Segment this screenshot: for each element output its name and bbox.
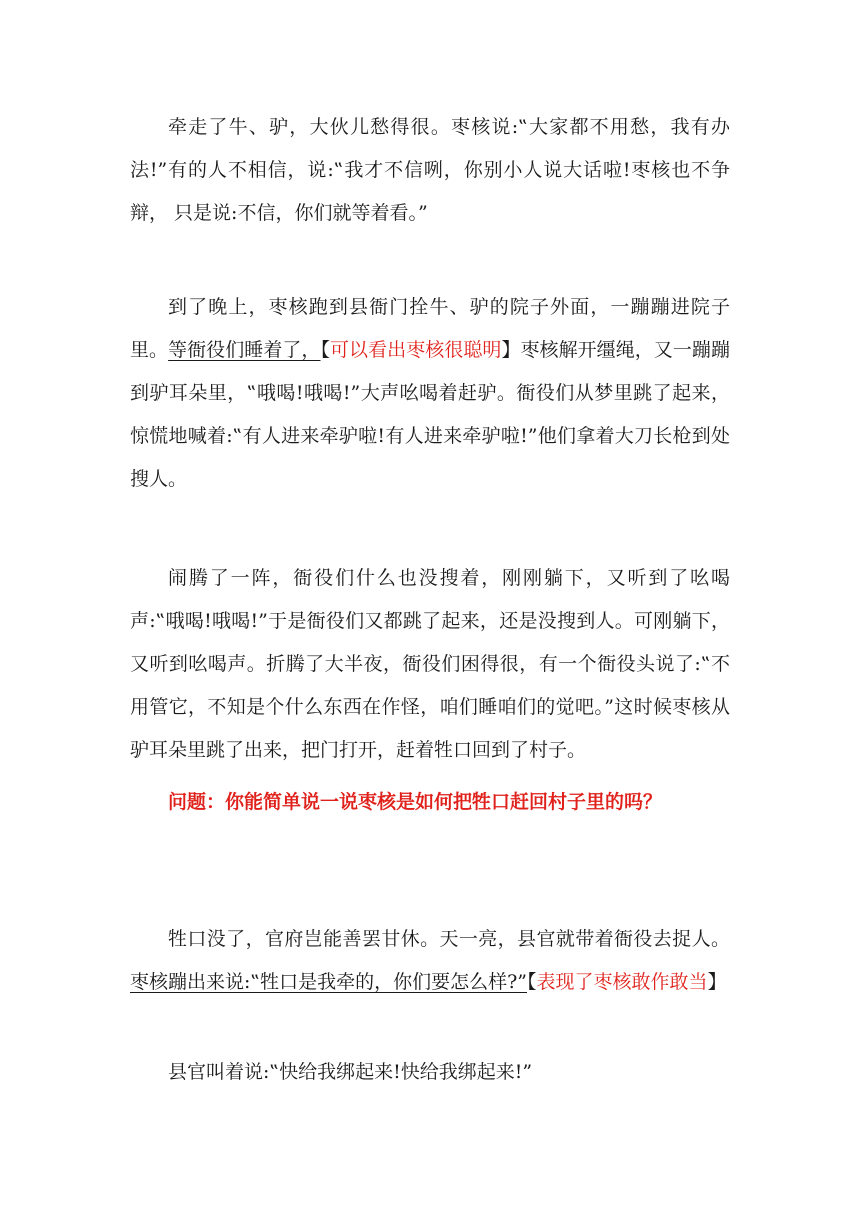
paragraph-3: 闹腾了一阵，衙役们什么也没搜着，刚刚躺下，又听到了吆喝声:‟哦喝!哦喝!”于是衙役们又都跳了起来，还是没搜到人。可刚躺下，又听到吆喝声。折腾了大半夜，衙役们困得很，有一个衙役头说了:‟不用管它，不知是个什么东西在作怪，咱们睡咱们的觉吧。”这时候枣核从驴耳朵里跳了出来，把门打开，赶着牲口回到了村子。 (130, 567, 730, 761)
paragraph-2-text-b: 枣核解开缰绳，又一蹦蹦到驴耳朵里，‟哦喝!哦喝!”大声吆喝着赶驴。衙役们从梦里跳了起来，惊慌地喊着:‟有人进来牵驴啦!有人进来牵驴啦!”他们拿着大刀长枪到处搜人。 (130, 339, 730, 490)
paragraph-4 (130, 918, 730, 1004)
paragraph-4-text-a: 牲口没了，官府岂能善罢甘休。天一亮，县官就带着衙役去捉人。 (168, 928, 730, 950)
paragraph-2 (130, 286, 730, 501)
underlined-phrase: 枣核蹦出来说:‟牲口是我牵的，你们要怎么样?” (130, 971, 528, 993)
paragraph-1: 牵走了牛、驴，大伙儿愁得很。枣核说:‟大家都不用愁，我有办法!”有的人不相信，说:‟我才不信咧，你别小人说大话啦!枣核也不争辩， 只是说:不信，你们就等着看。” (130, 116, 730, 224)
paragraph-2-text-a: 到了晚上，枣核跑到县衙门拴牛、驴的院子外面，一蹦蹦进院子里。 (130, 296, 730, 361)
annotation-bracket-open: 【 (320, 339, 331, 361)
annotation-note: 可以看出枣核很聪明 (330, 339, 502, 361)
annotation-note: 表现了枣核敢作敢当 (536, 971, 708, 993)
paragraph-5: 县官叫着说:‟快给我绑起来!快给我绑起来!” (168, 1061, 533, 1083)
question-heading: 问题：你能简单说一说枣核是如何把牲口赶回村子里的吗？ (168, 791, 663, 813)
annotation-bracket-open: 【 (527, 971, 537, 993)
annotation-bracket-close: 】 (501, 339, 521, 361)
annotation-bracket-close: 】 (707, 971, 727, 993)
underlined-phrase: 等衙役们睡着了， (168, 339, 321, 361)
